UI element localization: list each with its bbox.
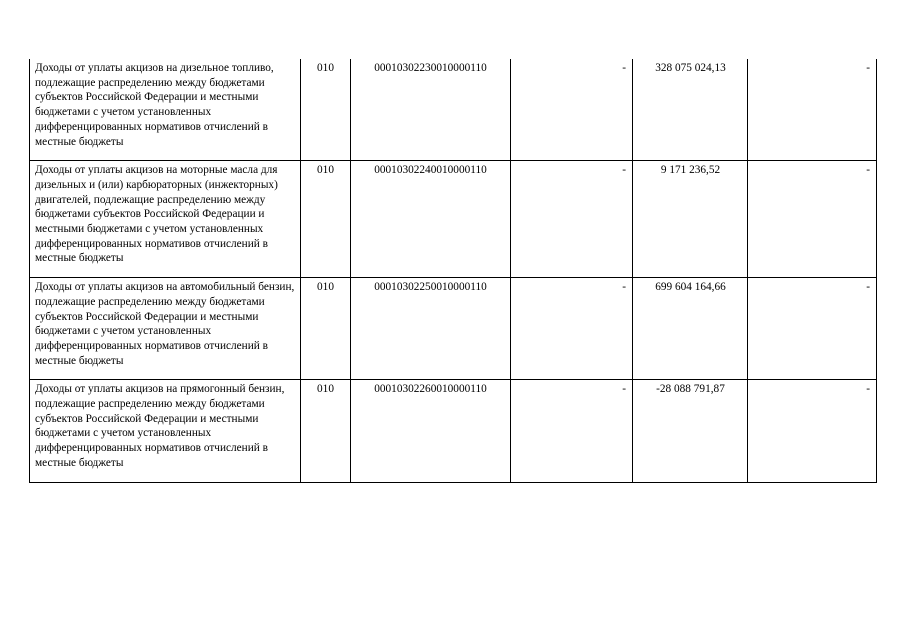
- revenue-name-cell: Доходы от уплаты акцизов на дизельное топливо, подлежащие распределению между бюджетами субъектов Российской Федерации и местными бюджетами с учетом установленных дифференцированных нормативов отчислений в местные бюджеты: [30, 59, 301, 161]
- unexecuted-amount-cell: -: [748, 161, 877, 278]
- classification-code-cell: 00010302250010000110: [351, 278, 511, 380]
- table-row: [30, 380, 877, 482]
- line-code-cell: 010: [301, 161, 351, 278]
- approved-amount-cell: -: [511, 278, 633, 380]
- approved-amount-cell: -: [511, 380, 633, 482]
- line-code-cell: 010: [301, 380, 351, 482]
- line-code-cell: 010: [301, 59, 351, 161]
- report-page: [29, 59, 876, 483]
- revenue-name-cell: Доходы от уплаты акцизов на моторные масла для дизельных и (или) карбюраторных (инжекторных) двигателей, подлежащие распределению между бюджетами субъектов Российской Федерации и местными бюджетами с учетом установленных дифференцированных нормативов отчислений в местные бюджеты: [30, 161, 301, 278]
- approved-amount-cell: -: [511, 59, 633, 161]
- unexecuted-amount-cell: -: [748, 59, 877, 161]
- executed-amount-cell: 699 604 164,66: [633, 278, 748, 380]
- executed-amount-cell: 9 171 236,52: [633, 161, 748, 278]
- revenue-name-cell: Доходы от уплаты акцизов на автомобильный бензин, подлежащие распределению между бюджетами субъектов Российской Федерации и местными бюджетами с учетом установленных дифференцированных нормативов отчислений в местные бюджеты: [30, 278, 301, 380]
- table-row: [30, 59, 877, 161]
- revenue-table: [29, 59, 877, 483]
- table-row: [30, 161, 877, 278]
- approved-amount-cell: -: [511, 161, 633, 278]
- classification-code-cell: 00010302240010000110: [351, 161, 511, 278]
- classification-code-cell: 00010302230010000110: [351, 59, 511, 161]
- table-row: [30, 278, 877, 380]
- classification-code-cell: 00010302260010000110: [351, 380, 511, 482]
- unexecuted-amount-cell: -: [748, 278, 877, 380]
- executed-amount-cell: 328 075 024,13: [633, 59, 748, 161]
- executed-amount-cell: -28 088 791,87: [633, 380, 748, 482]
- line-code-cell: 010: [301, 278, 351, 380]
- unexecuted-amount-cell: -: [748, 380, 877, 482]
- revenue-name-cell: Доходы от уплаты акцизов на прямогонный бензин, подлежащие распределению между бюджетами субъектов Российской Федерации и местными бюджетами с учетом установленных дифференцированных нормативов отчислений в местные бюджеты: [30, 380, 301, 482]
